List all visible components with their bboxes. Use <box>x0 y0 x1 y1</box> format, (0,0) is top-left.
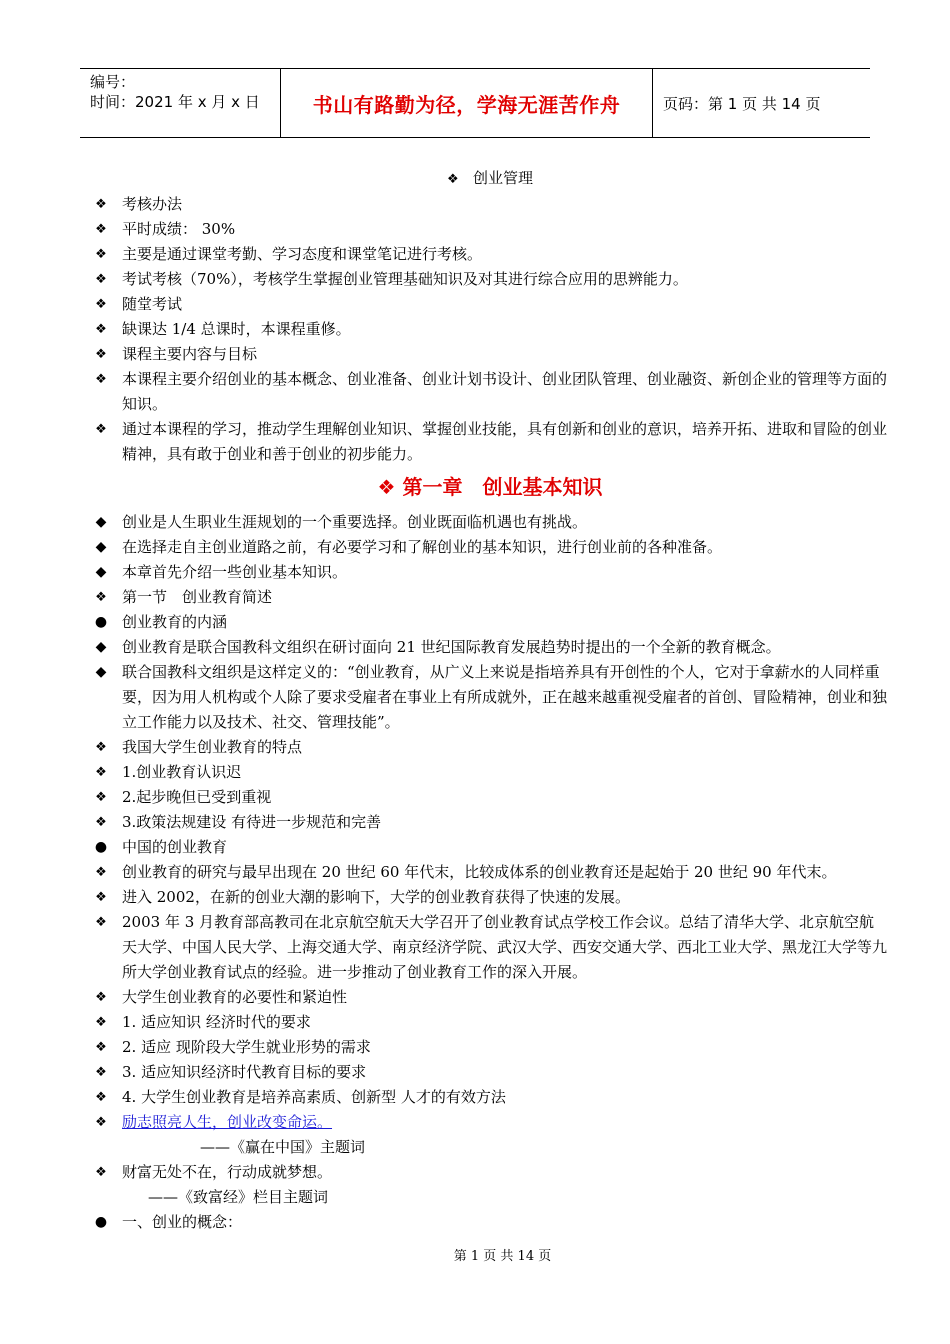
list-item <box>92 885 888 910</box>
list-item-text: 1.创业教育认识迟 <box>122 763 242 781</box>
fourstar-icon: ❖ <box>95 1115 107 1130</box>
list-item <box>92 860 888 885</box>
header-motto: 书山有路勤为径，学海无涯苦作舟 <box>281 69 653 137</box>
list-item <box>92 535 888 560</box>
fourstar-icon: ❖ <box>95 890 107 905</box>
fourstar-icon: ❖ <box>95 372 107 387</box>
fourstar-icon: ❖ <box>95 1040 107 1055</box>
header-meta-cell <box>80 69 281 137</box>
list-item <box>92 217 888 242</box>
page-footer: 第 1 页 共 14 页 <box>453 1249 552 1264</box>
list-item-text: 3. 适应知识经济时代教育目标的要求 <box>122 1063 367 1081</box>
list-item <box>92 367 888 417</box>
list-item-text: 2.起步晚但已受到重视 <box>122 788 272 806</box>
bullet-diamond-icon: ◆ <box>95 539 107 555</box>
list-item <box>92 342 888 367</box>
quote-text: 财富无处不在，行动成就梦想。 <box>122 1163 333 1181</box>
document-body <box>92 166 888 1235</box>
list-item <box>92 760 888 785</box>
list-item <box>92 317 888 342</box>
quote-attribution: ——《赢在中国》主题词 <box>200 1138 366 1156</box>
list-item-text: 创业教育的内涵 <box>122 613 228 631</box>
list-item <box>92 835 888 860</box>
fourstar-icon: ❖ <box>95 915 107 930</box>
list-item <box>92 660 888 735</box>
list-item-text: 3.政策法规建设 有待进一步规范和完善 <box>122 813 382 831</box>
list-item-text: 1. 适应知识 经济时代的要求 <box>122 1013 311 1031</box>
body-list <box>92 510 888 1110</box>
quote-attribution: ——《致富经》栏目主题词 <box>148 1188 329 1206</box>
fourstar-icon: ❖ <box>95 347 107 362</box>
list-item-text: 主要是通过课堂考勤、学习态度和课堂笔记进行考核。 <box>122 245 483 263</box>
list-item-text: 随堂考试 <box>122 295 183 313</box>
fourstar-icon: ❖ <box>95 1090 107 1105</box>
intro-list <box>92 192 888 467</box>
list-item <box>92 1085 888 1110</box>
fourstar-icon: ❖ <box>95 865 107 880</box>
list-item <box>92 1110 888 1135</box>
list-item-text: 在选择走自主创业道路之前，有必要学习和了解创业的基本知识，进行创业前的各种准备。 <box>122 538 723 556</box>
fourstar-icon: ❖ <box>95 272 107 287</box>
list-item-text: 2003 年 3 月教育部高教司在北京航空航天大学召开了创业教育试点学校工作会议。总结了清华大学、北京航空航天大学、中国人民大学、上海交通大学、南京经济学院、武汉大学、西安交通大学、西北工业大学、黑龙江大学等九所大学创业教育试点的经验。进一步推动了创业教育工作的深入开展。 <box>122 913 888 981</box>
list-item <box>92 1210 888 1235</box>
list-item-text: 考试考核（70%），考核学生掌握创业管理基础知识及对其进行综合应用的思辨能力。 <box>122 270 688 288</box>
list-item <box>92 635 888 660</box>
list-item <box>92 610 888 635</box>
bullet-diamond-icon: ◆ <box>95 664 107 680</box>
list-item-text: 进入 2002，在新的创业大潮的影响下，大学的创业教育获得了快速的发展。 <box>122 888 630 906</box>
fourstar-icon: ❖ <box>95 1065 107 1080</box>
fourstar-icon: ❖ <box>95 247 107 262</box>
list-item <box>92 510 888 535</box>
list-item-text: 我国大学生创业教育的特点 <box>122 738 303 756</box>
bullet-dot-icon: ● <box>94 1214 108 1230</box>
fourstar-icon: ❖ <box>95 222 107 237</box>
list-item <box>92 417 888 467</box>
list-item-text: 联合国教科文组织是这样定义的：“创业教育，从广义上来说是指培养具有开创性的个人，它对于拿薪水的人同样重要，因为用人机构或个人除了要求受雇者在事业上有所成就外，正在越来越重视受雇者的首创、冒险精神，创业和独立工作能力以及技术、社交、管理技能”。 <box>122 663 888 731</box>
page-header <box>80 68 870 138</box>
list-item-text: 本章首先介绍一些创业基本知识。 <box>122 563 348 581</box>
fourstar-icon: ❖ <box>95 990 107 1005</box>
list-item-text: 考核办法 <box>122 195 183 213</box>
bullet-dot-icon: ● <box>94 839 108 855</box>
motto-link[interactable]: 励志照亮人生，创业改变命运。 <box>122 1113 333 1131</box>
list-item-text: 2. 适应 现阶段大学生就业形势的需求 <box>122 1038 371 1056</box>
list-item-text: 创业教育是联合国教科文组织在研讨面向 21 世纪国际教育发展趋势时提出的一个全新的教育概念。 <box>122 638 781 656</box>
list-item-text: 中国的创业教育 <box>122 838 228 856</box>
list-item <box>92 735 888 760</box>
list-item <box>92 1010 888 1035</box>
fourstar-icon: ❖ <box>95 740 107 755</box>
fourstar-icon: ❖ <box>447 172 459 187</box>
chapter-title: ❖ 第一章 创业基本知识 <box>377 475 603 499</box>
time-label: 时间：2021 年 x 月 x 日 <box>90 93 260 111</box>
list-item <box>92 560 888 585</box>
list-item <box>92 785 888 810</box>
list-item-text: 本课程主要介绍创业的基本概念、创业准备、创业计划书设计、创业团队管理、创业融资、新创企业的管理等方面的知识。 <box>122 370 888 413</box>
bullet-diamond-icon: ◆ <box>95 564 107 580</box>
header-page-label: 页码：第 1 页 共 14 页 <box>663 94 821 113</box>
fourstar-icon: ❖ <box>95 297 107 312</box>
list-item <box>92 1035 888 1060</box>
list-item <box>92 810 888 835</box>
fourstar-icon: ❖ <box>95 1015 107 1030</box>
fourstar-icon: ❖ <box>95 590 107 605</box>
fourstar-icon: ❖ <box>95 765 107 780</box>
fourstar-icon: ❖ <box>95 790 107 805</box>
fourstar-icon: ❖ <box>95 422 107 437</box>
list-item-text: 大学生创业教育的必要性和紧迫性 <box>122 988 348 1006</box>
list-item <box>92 985 888 1010</box>
fourstar-icon: ❖ <box>377 475 396 499</box>
bullet-dot-icon: ● <box>94 614 108 630</box>
list-item <box>92 1160 888 1185</box>
fourstar-icon: ❖ <box>95 815 107 830</box>
concept-heading: 一、创业的概念： <box>122 1213 243 1231</box>
list-item <box>92 910 888 985</box>
bullet-diamond-icon: ◆ <box>95 514 107 530</box>
list-item-text: 创业是人生职业生涯规划的一个重要选择。创业既面临机遇也有挑战。 <box>122 513 588 531</box>
list-item-text: 创业教育的研究与最早出现在 20 世纪 60 年代末，比较成体系的创业教育还是起始于 20 世纪 90 年代末。 <box>122 863 837 881</box>
fourstar-icon: ❖ <box>95 1165 107 1180</box>
list-item-text: 通过本课程的学习，推动学生理解创业知识、掌握创业技能，具有创新和创业的意识，培养开拓、进取和冒险的创业精神，具有敢于创业和善于创业的初步能力。 <box>122 420 888 463</box>
bullet-diamond-icon: ◆ <box>95 639 107 655</box>
list-item <box>92 242 888 267</box>
fourstar-icon: ❖ <box>95 197 107 212</box>
list-item-text: 缺课达 1/4 总课时，本课程重修。 <box>122 320 351 338</box>
fourstar-icon: ❖ <box>95 322 107 337</box>
number-label: 编号： <box>90 73 136 91</box>
list-item <box>92 585 888 610</box>
list-item-text: 课程主要内容与目标 <box>122 345 258 363</box>
list-item <box>92 192 888 217</box>
list-item-text: 4. 大学生创业教育是培养高素质、创新型 人才的有效方法 <box>122 1088 506 1106</box>
list-item <box>92 267 888 292</box>
list-item <box>92 1060 888 1085</box>
list-item <box>92 292 888 317</box>
list-item-text: 第一节 创业教育简述 <box>122 588 273 606</box>
list-item-text: 平时成绩： 30% <box>122 220 236 238</box>
section-title: ❖ 创业管理 <box>447 169 533 187</box>
